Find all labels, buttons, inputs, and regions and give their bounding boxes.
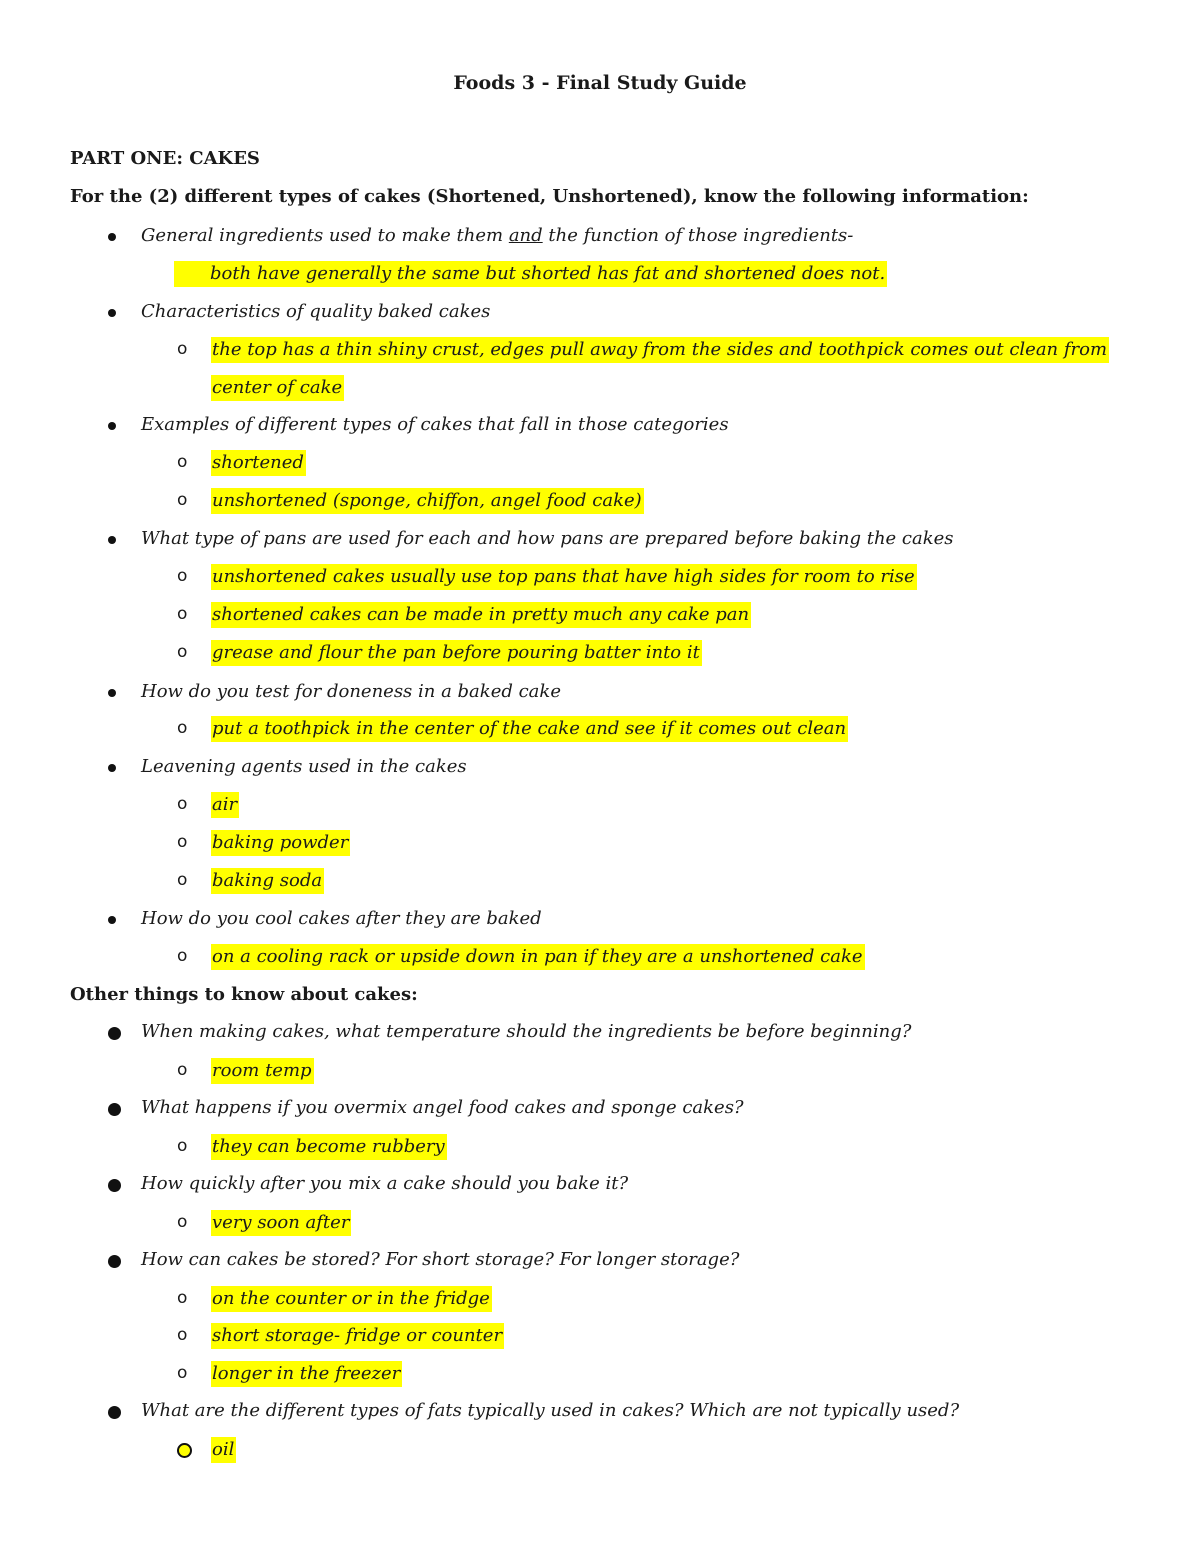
answer: very soon after xyxy=(211,1210,351,1236)
answer: on a cooling rack or upside down in pan if they are a unshortened cake xyxy=(211,944,865,970)
question: How can cakes be stored? For short storage? For longer storage? xyxy=(141,1249,740,1270)
answer-marker: o xyxy=(177,794,188,814)
other-heading: Other things to know about cakes: xyxy=(70,984,418,1005)
part-heading: PART ONE: CAKES xyxy=(70,148,260,169)
answer: air xyxy=(211,792,239,818)
answer-marker: o xyxy=(177,1060,188,1080)
answer-marker: o xyxy=(177,946,188,966)
question: What are the different types of fats typically used in cakes? Which are not typically used? xyxy=(141,1400,960,1421)
bullet-icon xyxy=(108,1406,121,1419)
answer: baking powder xyxy=(211,830,350,856)
bullet-icon xyxy=(108,1255,121,1268)
bullet-icon xyxy=(108,1179,121,1192)
document-title: Foods 3 - Final Study Guide xyxy=(453,72,747,94)
answer: grease and flour the pan before pouring batter into it xyxy=(211,640,702,666)
bullet-icon xyxy=(108,1027,121,1040)
answer-marker: o xyxy=(177,339,188,359)
question: How do you test for doneness in a baked cake xyxy=(141,681,561,702)
answer: short storage- fridge or counter xyxy=(211,1323,504,1349)
question: How do you cool cakes after they are baked xyxy=(141,908,542,929)
answer: shortened cakes can be made in pretty much any cake pan xyxy=(211,602,751,628)
answer: room temp xyxy=(211,1058,314,1084)
answer-marker: o xyxy=(177,1212,188,1232)
answer: center of cake xyxy=(211,375,344,401)
answer-marker: o xyxy=(177,1325,188,1345)
answer: baking soda xyxy=(211,868,324,894)
answer: shortened xyxy=(211,450,306,476)
question: What happens if you overmix angel food cakes and sponge cakes? xyxy=(141,1097,744,1118)
answer-marker: o xyxy=(177,1363,188,1383)
answer-marker: o xyxy=(177,642,188,662)
bullet-icon xyxy=(108,309,116,317)
answer: unshortened cakes usually use top pans that have high sides for room to rise xyxy=(211,564,917,590)
answer: unshortened (sponge, chiffon, angel food cake) xyxy=(211,488,644,514)
question: Leavening agents used in the cakes xyxy=(141,756,467,777)
intro-text: For the (2) different types of cakes (Shortened, Unshortened), know the following information: xyxy=(70,186,1029,207)
bullet-icon xyxy=(108,233,116,241)
question: How quickly after you mix a cake should you bake it? xyxy=(141,1173,629,1194)
bullet-icon xyxy=(108,536,116,544)
answer: oil xyxy=(211,1437,236,1463)
question: When making cakes, what temperature should the ingredients be before beginning? xyxy=(141,1021,912,1042)
question: Examples of different types of cakes that fall in those categories xyxy=(141,414,729,435)
answer-marker: o xyxy=(177,1136,188,1156)
bullet-icon xyxy=(108,916,116,924)
answer-marker: o xyxy=(177,566,188,586)
answer-marker: o xyxy=(177,1288,188,1308)
question: What type of pans are used for each and how pans are prepared before baking the cakes xyxy=(141,528,954,549)
bullet-icon xyxy=(108,764,116,772)
answer-marker: o xyxy=(177,604,188,624)
question: Characteristics of quality baked cakes xyxy=(141,301,491,322)
answer: longer in the freezer xyxy=(211,1361,402,1387)
bullet-icon xyxy=(108,422,116,430)
answer-marker: o xyxy=(177,490,188,510)
answer-ring-icon xyxy=(177,1443,192,1458)
answer-marker: o xyxy=(177,718,188,738)
answer: put a toothpick in the center of the cake and see if it comes out clean xyxy=(211,716,848,742)
answer: the top has a thin shiny crust, edges pull away from the sides and toothpick comes out clean from xyxy=(211,337,1109,363)
answer-marker: o xyxy=(177,870,188,890)
answer-marker: o xyxy=(177,452,188,472)
answer: on the counter or in the fridge xyxy=(211,1286,492,1312)
answer-marker: o xyxy=(177,832,188,852)
answer: both have generally the same but shorted has fat and shortened does not. xyxy=(174,261,887,287)
answer: they can become rubbery xyxy=(211,1134,447,1160)
question: General ingredients used to make them and the function of those ingredients- xyxy=(141,225,854,246)
bullet-icon xyxy=(108,689,116,697)
bullet-icon xyxy=(108,1103,121,1116)
